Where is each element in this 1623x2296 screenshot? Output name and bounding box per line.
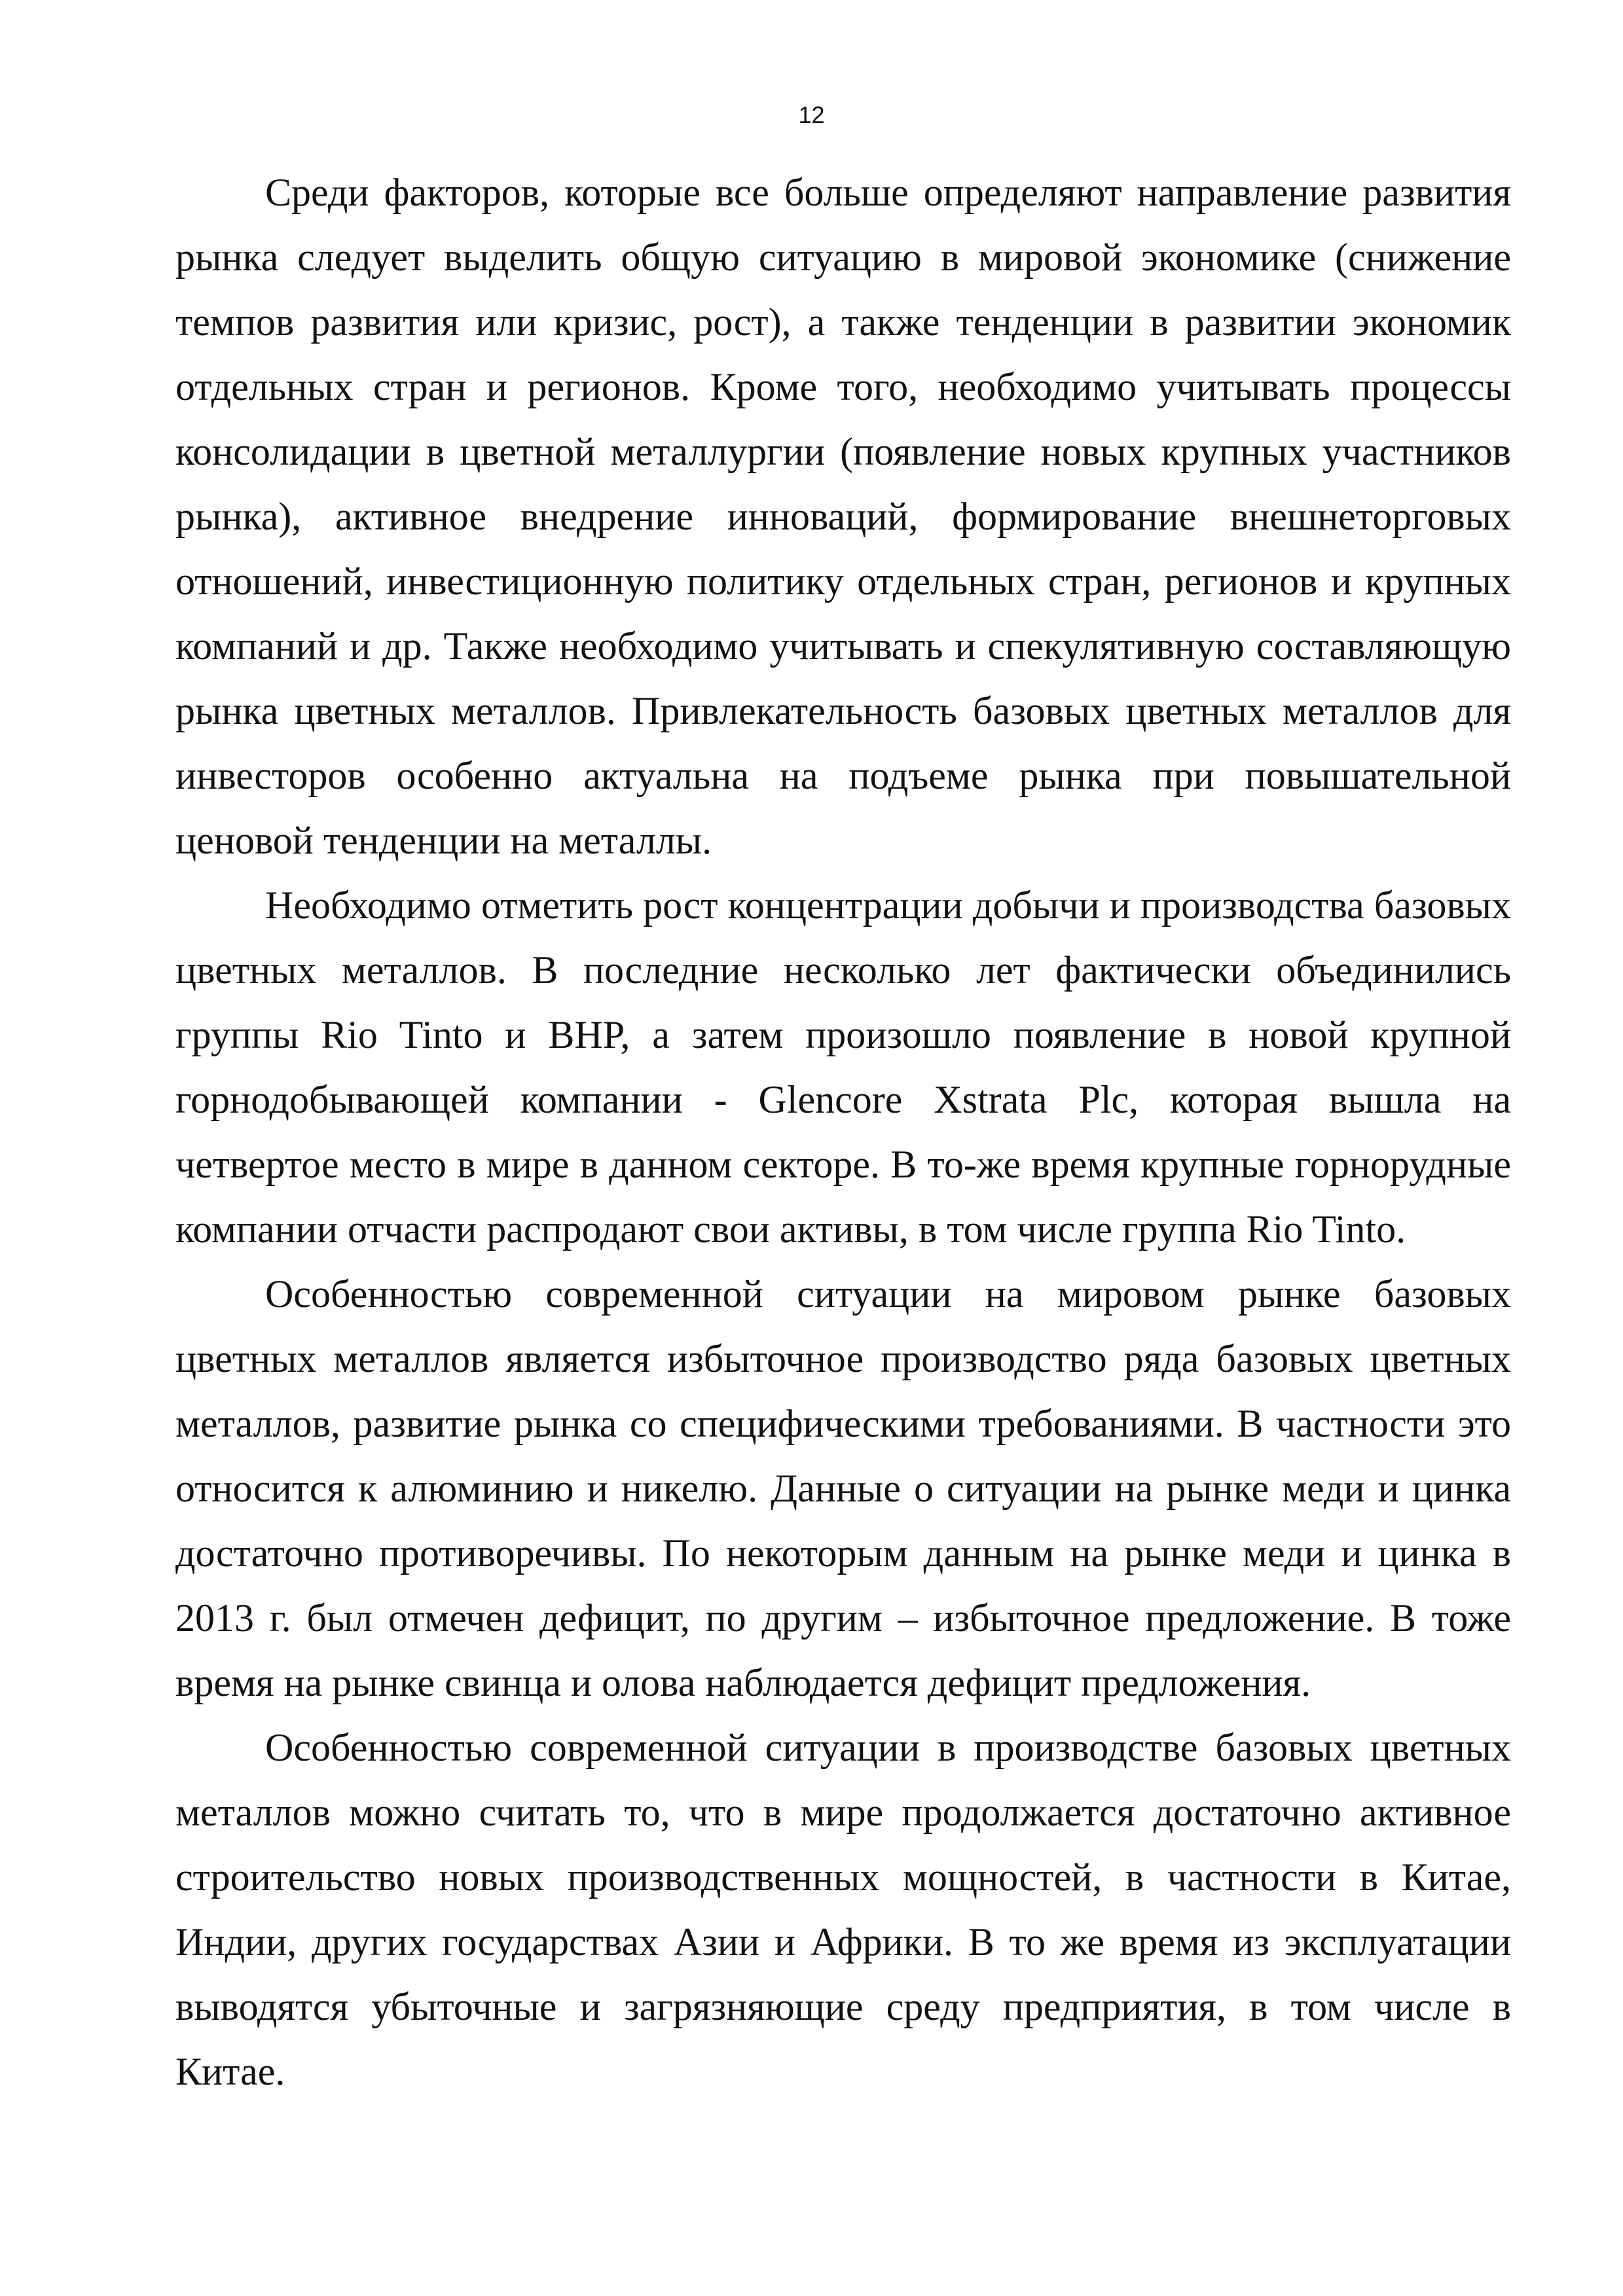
paragraph-1: Среди факторов, которые все больше определяют направление развития рынка следует выделить общую ситуацию в мировой экономике (снижение темпов развития или кризис, рост), а также тенденции в развитии экономик отдельных стран и регионов. Кроме того, необходимо учитывать процессы консолидации в цветной металлургии (появление новых крупных участников рынка), активное внедрение инноваций, формирование внешнеторговых отношений, инвестиционную политику отдельных стран, регионов и крупных компаний и др. Также необходимо учитывать и спекулятивную составляющую рынка цветных металлов. Привлекательность базовых цветных металлов для инвесторов особенно актуальна на подъеме рынка при повышательной ценовой тенденции на металлы.	[175, 171, 1511, 862]
paragraph-3: Особенностью современной ситуации на мировом рынке базовых цветных металлов является избыточное производство ряда базовых цветных металлов, развитие рынка со специфическими требованиями. В частности это относится к алюминию и никелю. Данные о ситуации на рынке меди и цинка достаточно противоречивы. По некоторым данным на рынке меди и цинка в 2013 г. был отмечен дефицит, по другим – избыточное предложение. В тоже время на рынке свинца и олова наблюдается дефицит предложения.	[175, 1272, 1511, 1704]
page-number: 12	[798, 101, 825, 128]
body-text	[175, 160, 1511, 2104]
paragraph-4: Особенностью современной ситуации в производстве базовых цветных металлов можно считать то, что в мире продолжается достаточно активное строительство новых производственных мощностей, в частности в Китае, Индии, других государствах Азии и Африки. В то же время из эксплуатации выводятся убыточные и загрязняющие среду предприятия, в том числе в Китае.	[175, 1726, 1511, 2093]
paragraph-2: Необходимо отметить рост концентрации добычи и производства базовых цветных металлов. В последние несколько лет фактически объединились группы Rio Tinto и BHP, а затем произошло появление в новой крупной горнодобывающей компании - Glencore Xstrata Plc, которая вышла на четвертое место в мире в данном секторе. В то-же время крупные горнорудные компании отчасти распродают свои активы, в том числе группа Rio Tinto.	[175, 884, 1511, 1251]
